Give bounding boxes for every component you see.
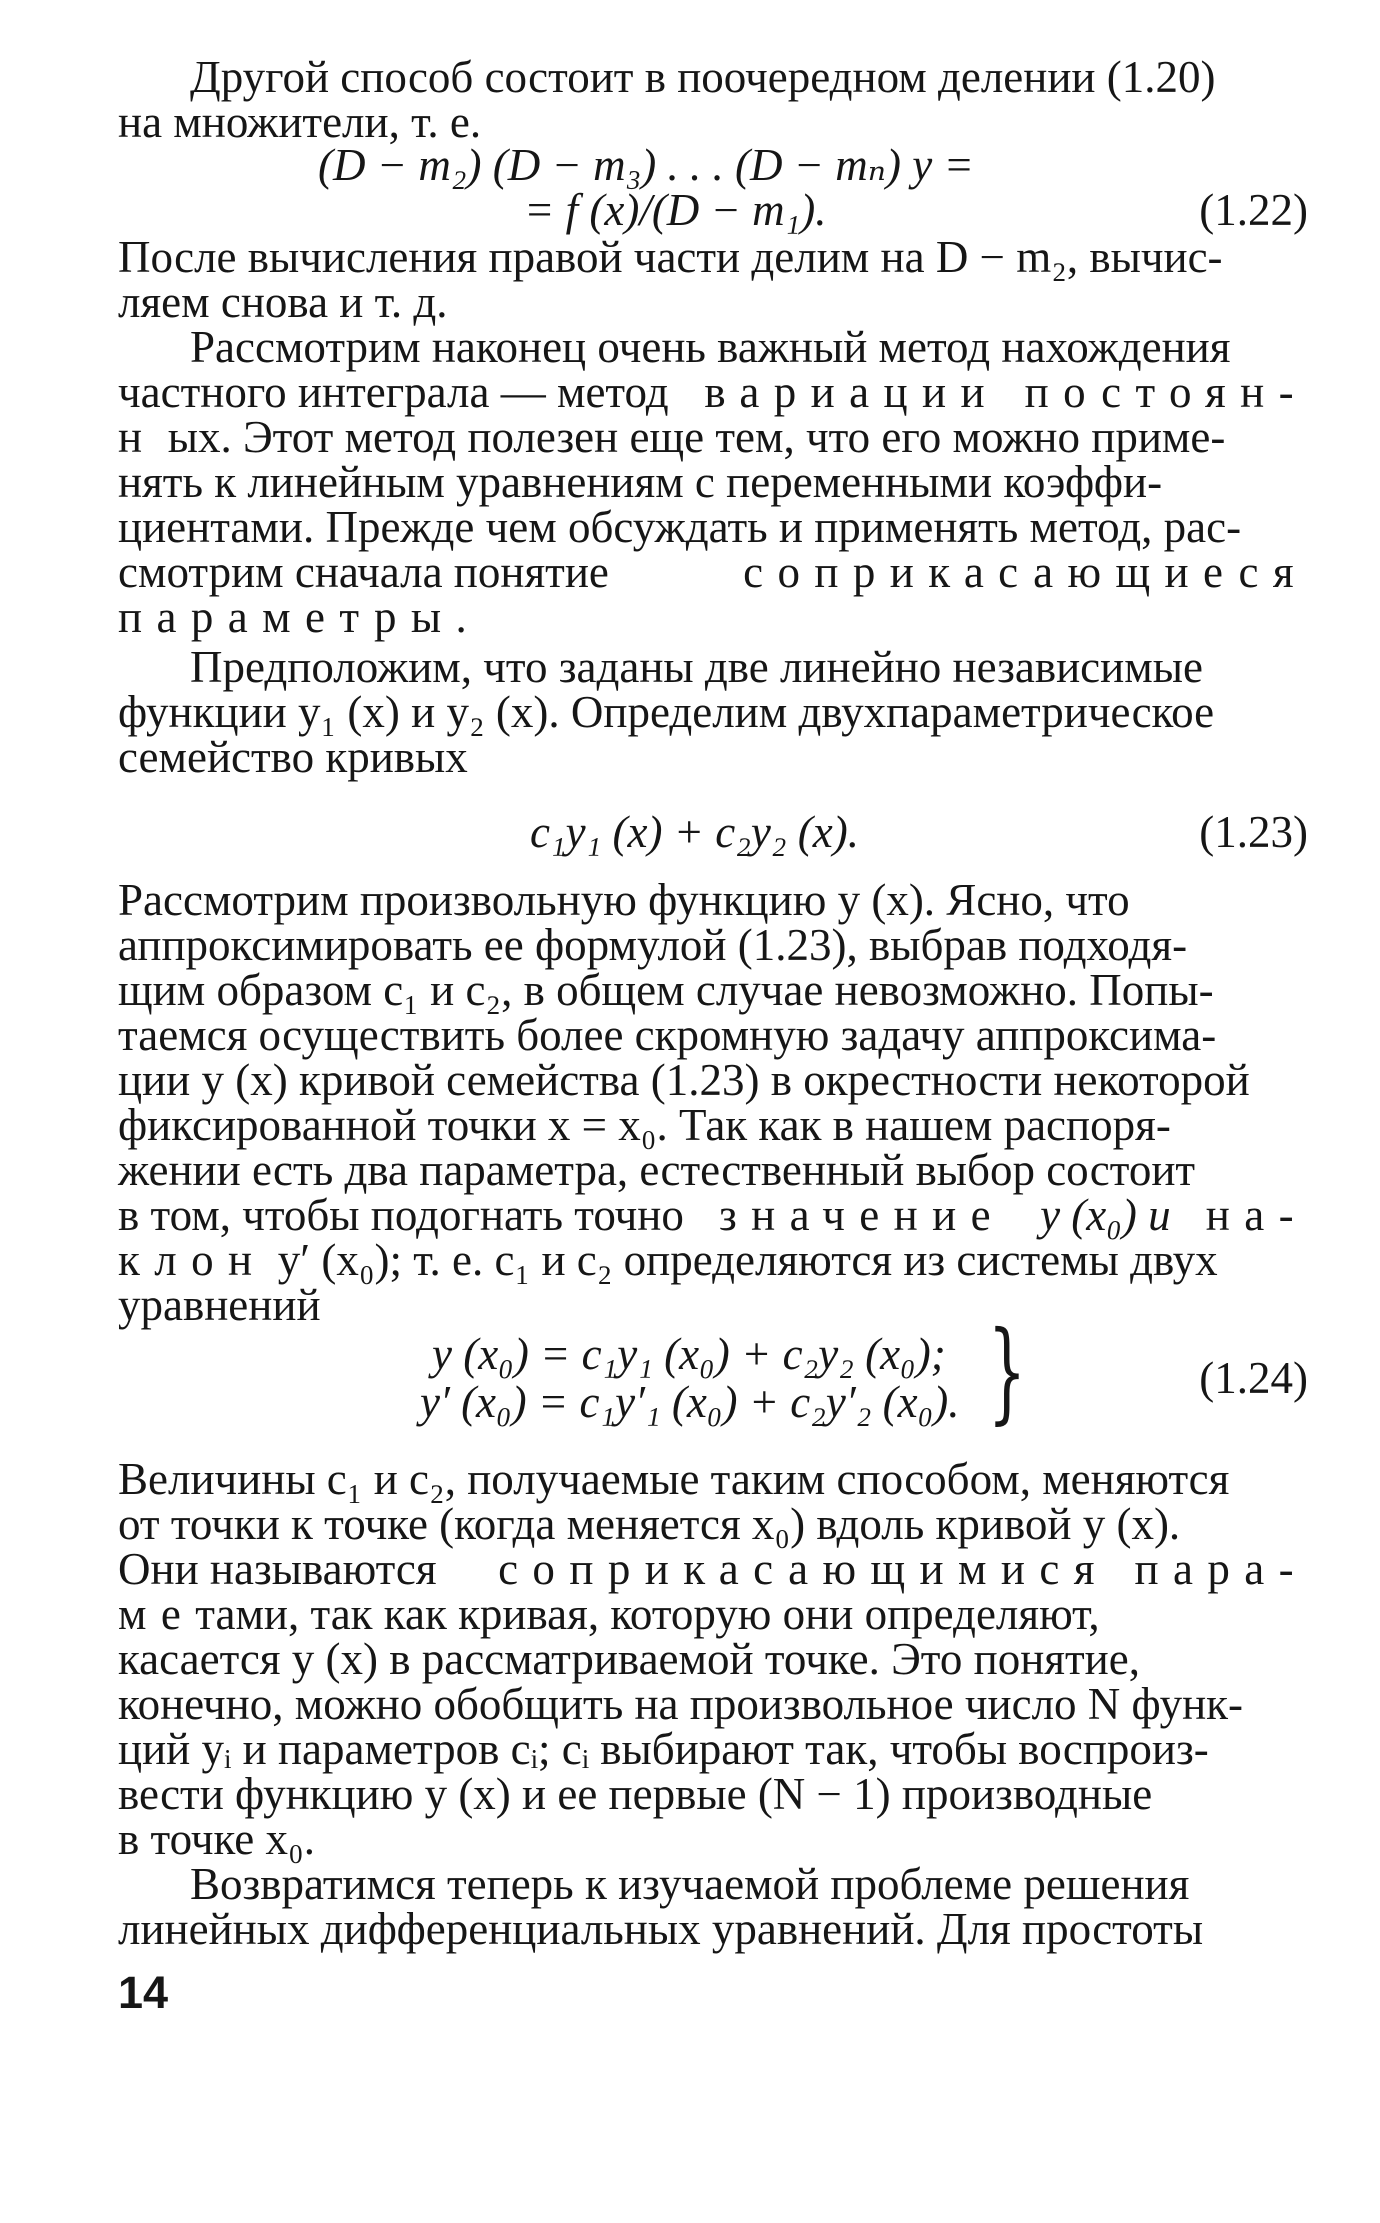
text-line: жении есть два параметра, естественный выбор состоит: [118, 1145, 1196, 1195]
text-line: функции y₁ (x) и y₂ (x). Определим двухпараметрическое: [118, 687, 1215, 737]
text-line: Возвратимся теперь к изучаемой проблеме решения: [190, 1859, 1190, 1909]
text-line: ции y (x) кривой семейства (1.23) в окрестности некоторой: [118, 1055, 1250, 1105]
text-line: аппроксимировать ее формулой (1.23), выбрав подходя-: [118, 920, 1188, 970]
text-line: метами, так как кривая, которую они определяют,: [118, 1589, 1100, 1639]
text-line: ций yᵢ и параметров cᵢ; cᵢ выбирают так, чтобы воспроиз-: [118, 1724, 1209, 1774]
text-line: клон y′ (x₀); т. е. c₁ и c₂ определяются из системы двух: [118, 1235, 1218, 1285]
equation-1-24-line1: y (x₀) = c₁y₁ (x₀) + c₂y₂ (x₀);: [432, 1329, 946, 1379]
spaced-term: на-: [1205, 1190, 1308, 1240]
text-line: на множители, т. е.: [118, 97, 482, 147]
text-line: Они называются соприкасающимися пара-: [118, 1544, 1308, 1594]
equation-number-1-22: (1.22): [1199, 185, 1308, 235]
text-line: вести функцию y (x) и ее первые (N − 1) производные: [118, 1769, 1153, 1819]
text-line: После вычисления правой части делим на D − m₂, вычис-: [118, 232, 1223, 282]
spaced-term: вариации постоян-: [704, 367, 1308, 417]
text-line: циентами. Прежде чем обсуждать и применять метод, рас-: [118, 502, 1242, 552]
text-line: уравнений: [118, 1280, 321, 1330]
text-line: смотрим сначала понятие соприкасающиеся: [118, 547, 1308, 597]
text-line: Другой способ состоит в поочередном делении (1.20): [190, 52, 1216, 102]
text-line: Рассмотрим произвольную функцию y (x). Ясно, что: [118, 875, 1130, 925]
text-line: таемся осуществить более скромную задачу аппроксима-: [118, 1010, 1217, 1060]
text-line: от точки к точке (когда меняется x₀) вдоль кривой y (x).: [118, 1499, 1181, 1549]
text-line: нять к линейным уравнениям с переменными коэффи-: [118, 457, 1163, 507]
text-line: н ых. Этот метод полезен еще тем, что его можно приме-: [118, 412, 1226, 462]
text-line: Предположим, что заданы две линейно независимые: [190, 642, 1203, 692]
spaced-term: параметры.: [118, 592, 482, 642]
spaced-term: клон: [118, 1235, 267, 1285]
page-number: 14: [118, 1967, 169, 2018]
text-line: Рассмотрим наконец очень важный метод нахождения: [190, 322, 1231, 372]
text-line: в том, чтобы подогнать точно значение y (x₀) и на-: [118, 1190, 1308, 1240]
text-line: щим образом c₁ и c₂, в общем случае невозможно. Попы-: [118, 965, 1214, 1015]
text-line: частного интеграла — метод вариации постоян-: [118, 367, 1308, 417]
equation-1-23: c₁y₁ (x) + c₂y₂ (x).: [530, 807, 859, 857]
text-line: ляем снова и т. д.: [118, 277, 448, 327]
text-line: семейство кривых: [118, 732, 468, 782]
text-line: касается y (x) в рассматриваемой точке. Это понятие,: [118, 1634, 1140, 1684]
spaced-term: соприкасающимися пара-: [498, 1544, 1308, 1594]
equation-1-22-line1: (D − m₂) (D − m₃) . . . (D − mₙ) y =: [318, 140, 974, 190]
equation-number-1-23: (1.23): [1199, 807, 1308, 857]
text-line: конечно, можно обобщить на произвольное число N функ-: [118, 1679, 1243, 1729]
text-line: фиксированной точки x = x₀. Так как в нашем распоря-: [118, 1100, 1171, 1150]
equation-1-22-line2: = f (x)/(D − m₁).: [524, 185, 827, 235]
equation-number-1-24: (1.24): [1199, 1353, 1308, 1403]
text-line: линейных дифференциальных уравнений. Для простоты: [118, 1904, 1204, 1954]
text-line: [118, 592, 1308, 642]
text-line: Величины c₁ и c₂, получаемые таким способом, меняются: [118, 1454, 1230, 1504]
right-brace: }: [987, 1307, 1027, 1435]
text-line: в точке x₀.: [118, 1814, 315, 1864]
equation-1-24-line2: y′ (x₀) = c₁y′₁ (x₀) + c₂y′₂ (x₀).: [420, 1377, 960, 1427]
spaced-term: соприкасающиеся: [743, 547, 1308, 597]
spaced-term: значение: [718, 1190, 1005, 1240]
